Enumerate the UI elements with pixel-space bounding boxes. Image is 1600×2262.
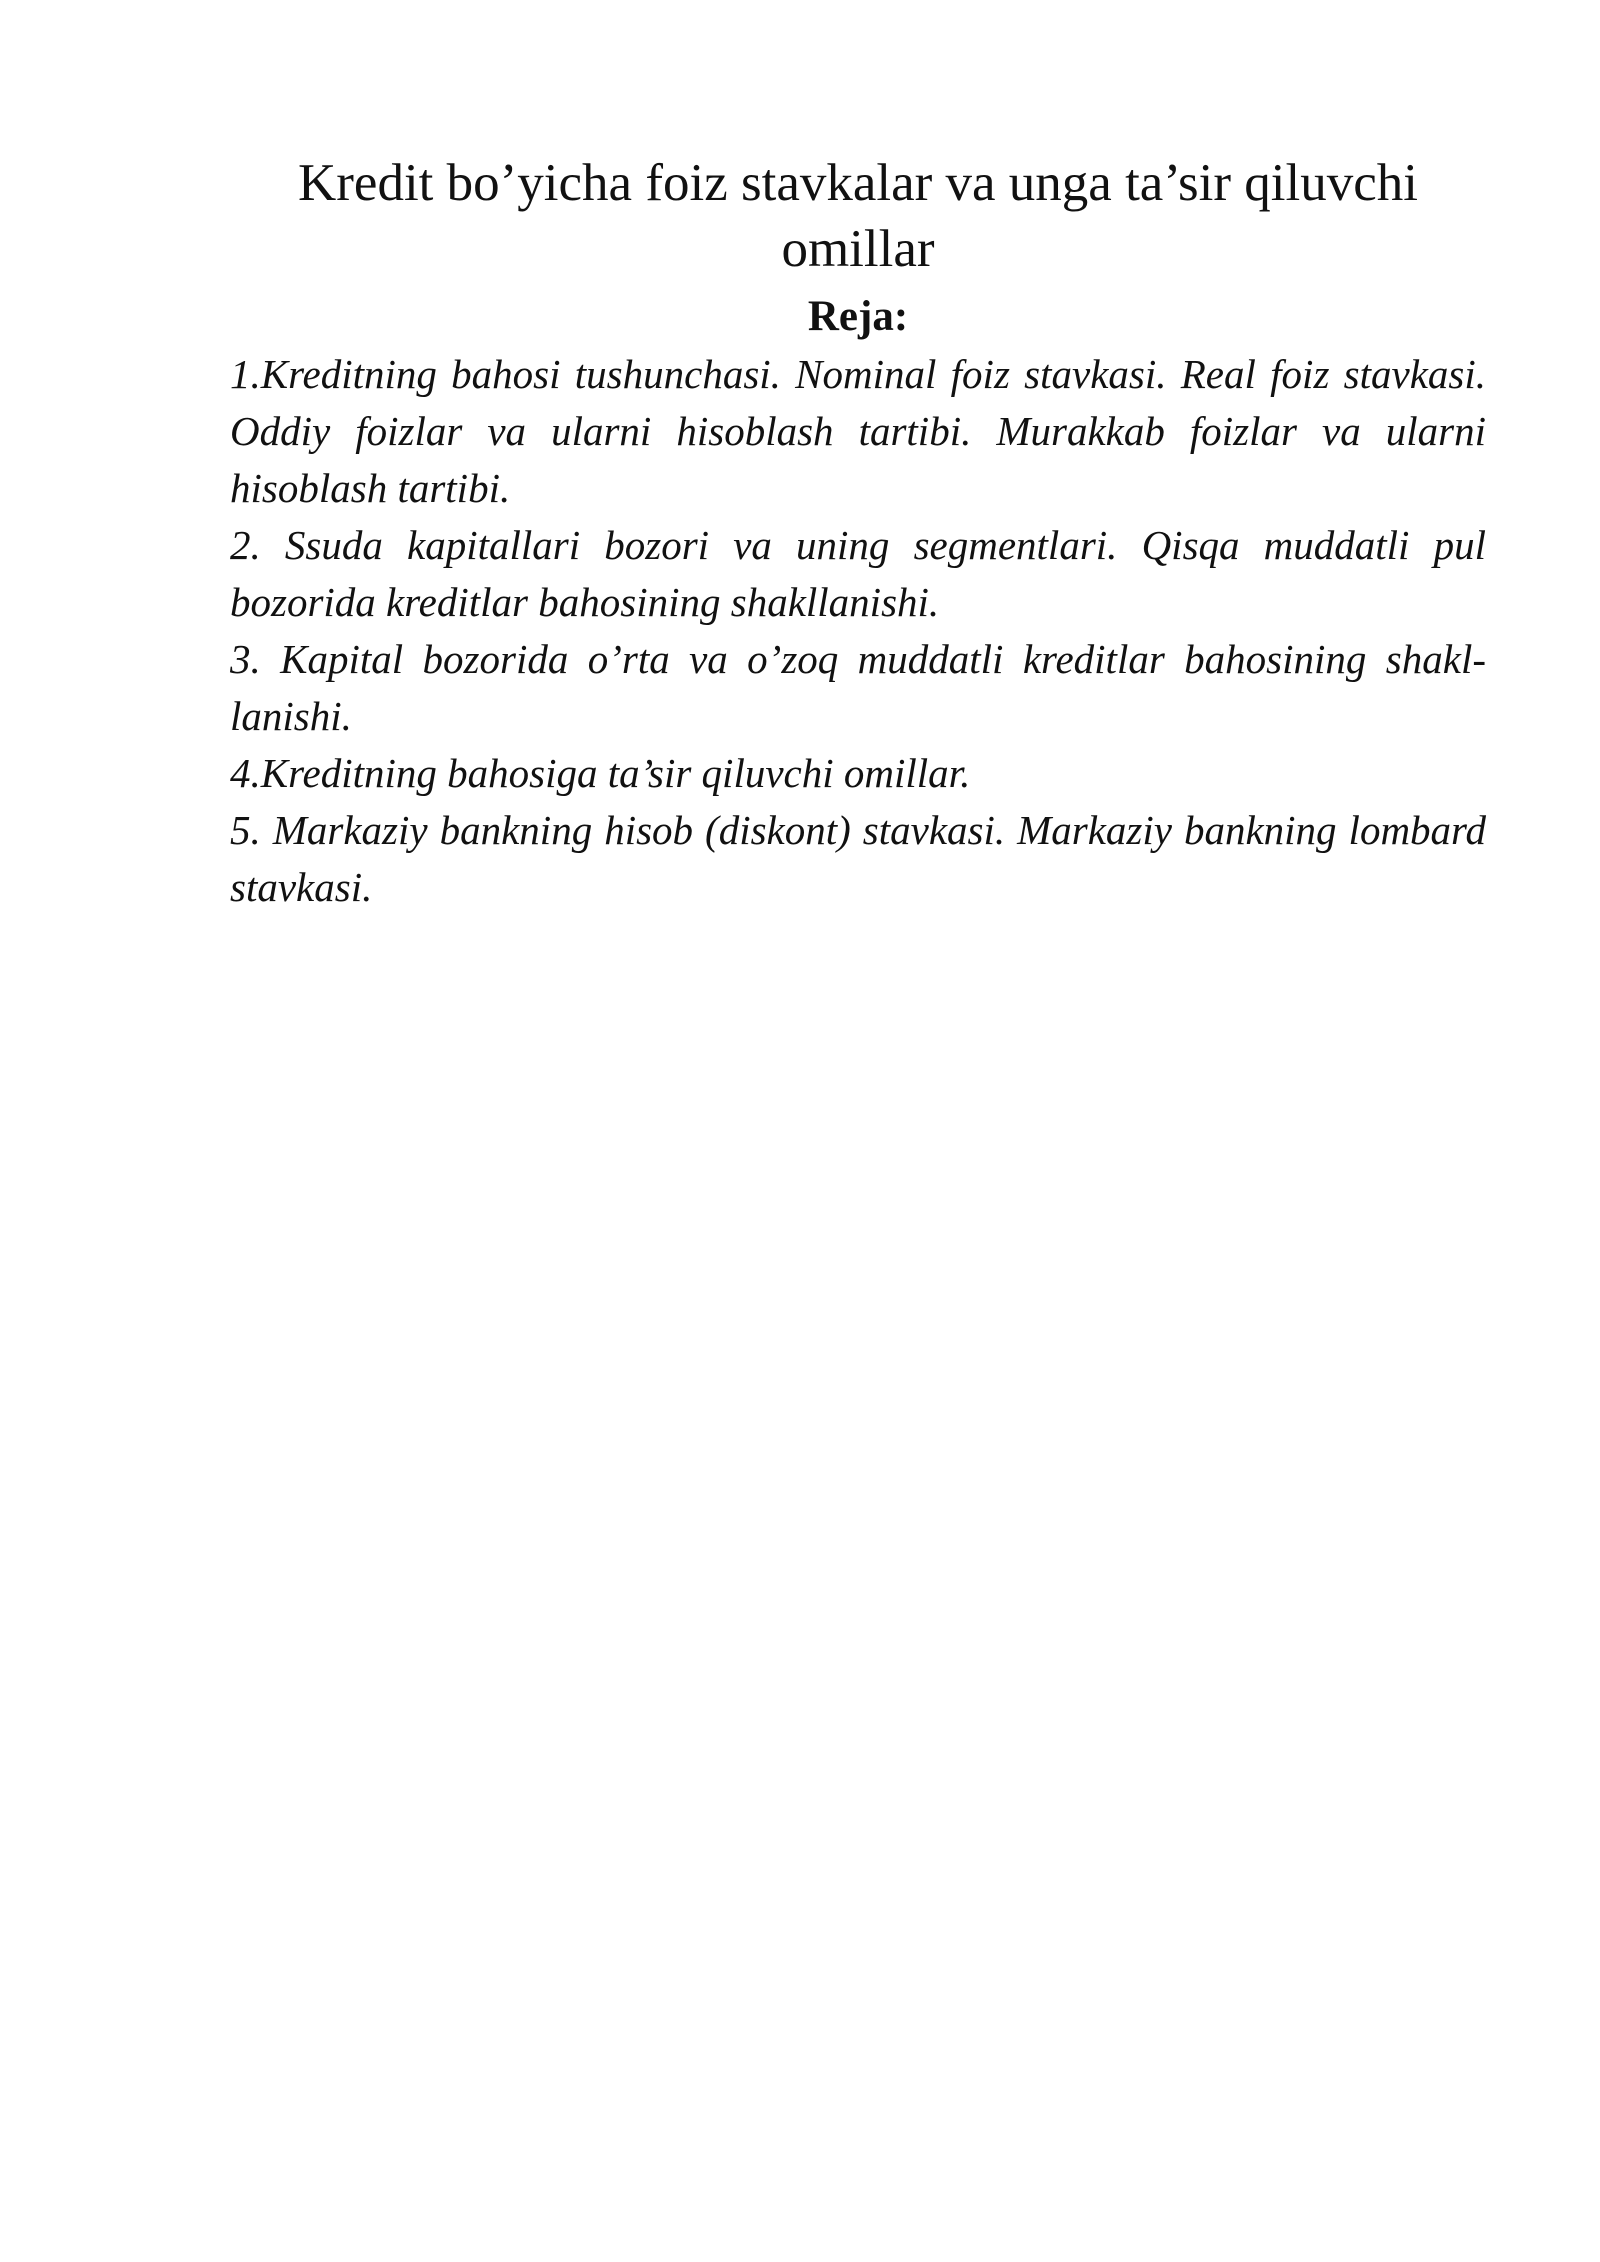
plan-item-1: 1.Kreditning bahosi tushunchasi. Nominal foiz stavkasi. Real foiz stavkasi. Oddiy foizlar va ularni hisoblash tartibi. Murakkab foizlar va ularni hisoblash tartibi. <box>230 351 1486 511</box>
document-page <box>230 150 1486 916</box>
plan-item-3: 3. Kapital bozorida o’rta va o’zoq muddatli kreditlar bahosining shakllanishi. <box>230 636 1486 739</box>
plan-item-4: 4.Kreditning bahosiga ta’sir qiluvchi omillar. <box>230 750 971 796</box>
plan-heading: Reja: <box>807 293 909 340</box>
plan-item-2: 2. Ssuda kapitallari bozori va uning segmentlari. Qisqa muddatli pul bozorida kreditlar bahosining shakllanishi. <box>230 522 1486 625</box>
plan-list <box>230 346 1486 916</box>
document-title: Kredit bo’yicha foiz stavkalar va unga ta’sir qiluvchi omillar <box>298 154 1418 278</box>
plan-item-5: 5. Markaziy bankning hisob (diskont) stavkasi. Markaziy bankning lombard stavkasi. <box>230 807 1486 910</box>
